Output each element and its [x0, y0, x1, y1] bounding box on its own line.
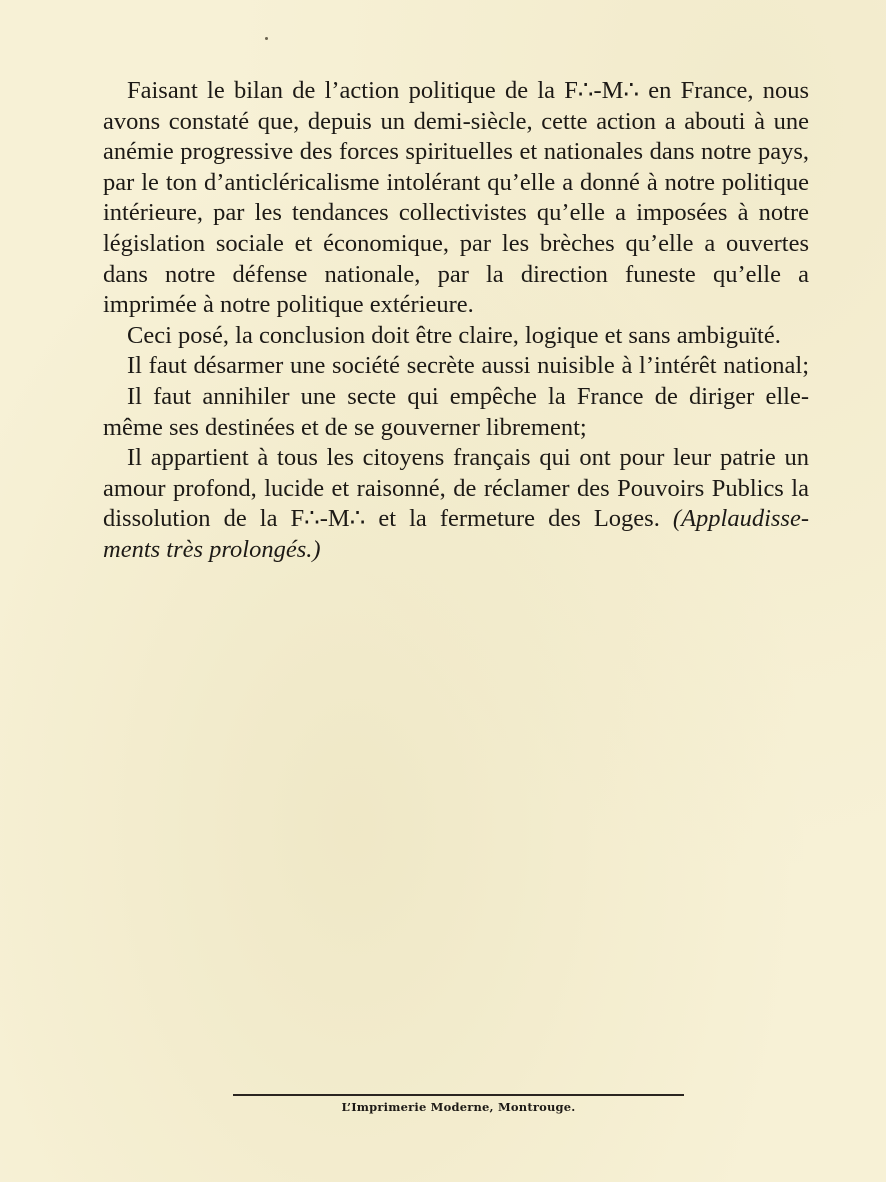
text-line: imprimée à notre politique extérieure. [103, 291, 474, 319]
text-line: même ses destinées et de se gouverner librement; [103, 413, 587, 441]
text-segment: dissolution de la F∴-M∴ et la fermeture des Loges. [103, 505, 660, 533]
applause-note-continued: ments très prolongés.) [103, 535, 321, 563]
text-line: anémie progressive des forces spirituelles et nationales dans notre pays, [103, 138, 809, 166]
text-line [103, 504, 809, 535]
text-line: intérieure, par les tendances collectivistes qu’elle a imposées à notre [103, 199, 809, 227]
applause-note: (Applaudisse- [672, 505, 809, 533]
text-line: amour profond, lucide et raisonné, de réclamer des Pouvoirs Publics la [103, 474, 809, 502]
printer-imprint: L’Imprimerie Moderne, Montrouge. [341, 1100, 576, 1114]
text-line: dans notre défense nationale, par la direction funeste qu’elle a [103, 260, 809, 288]
footer-rule [233, 1094, 684, 1096]
text-line: législation sociale et économique, par les brèches qu’elle a ouvertes [103, 229, 809, 257]
body-text [103, 76, 809, 566]
text-line: Il faut annihiler une secte qui empêche la France de diriger elle- [127, 382, 809, 410]
text-line: Il appartient à tous les citoyens français qui ont pour leur patrie un [127, 444, 809, 472]
text-line: Il faut désarmer une société secrète aussi nuisible à l’intérêt national; [127, 352, 809, 380]
speck-mark [265, 37, 268, 40]
text-line: Faisant le bilan de l’action politique de la F∴-M∴ en France, nous [127, 77, 809, 104]
text-line: avons constaté que, depuis un demi-siècle, cette action a abouti à une [103, 107, 809, 135]
text-line: par le ton d’anticléricalisme intolérant qu’elle a donné à notre politique [103, 168, 809, 196]
text-line: Ceci posé, la conclusion doit être claire, logique et sans ambiguïté. [127, 321, 781, 349]
